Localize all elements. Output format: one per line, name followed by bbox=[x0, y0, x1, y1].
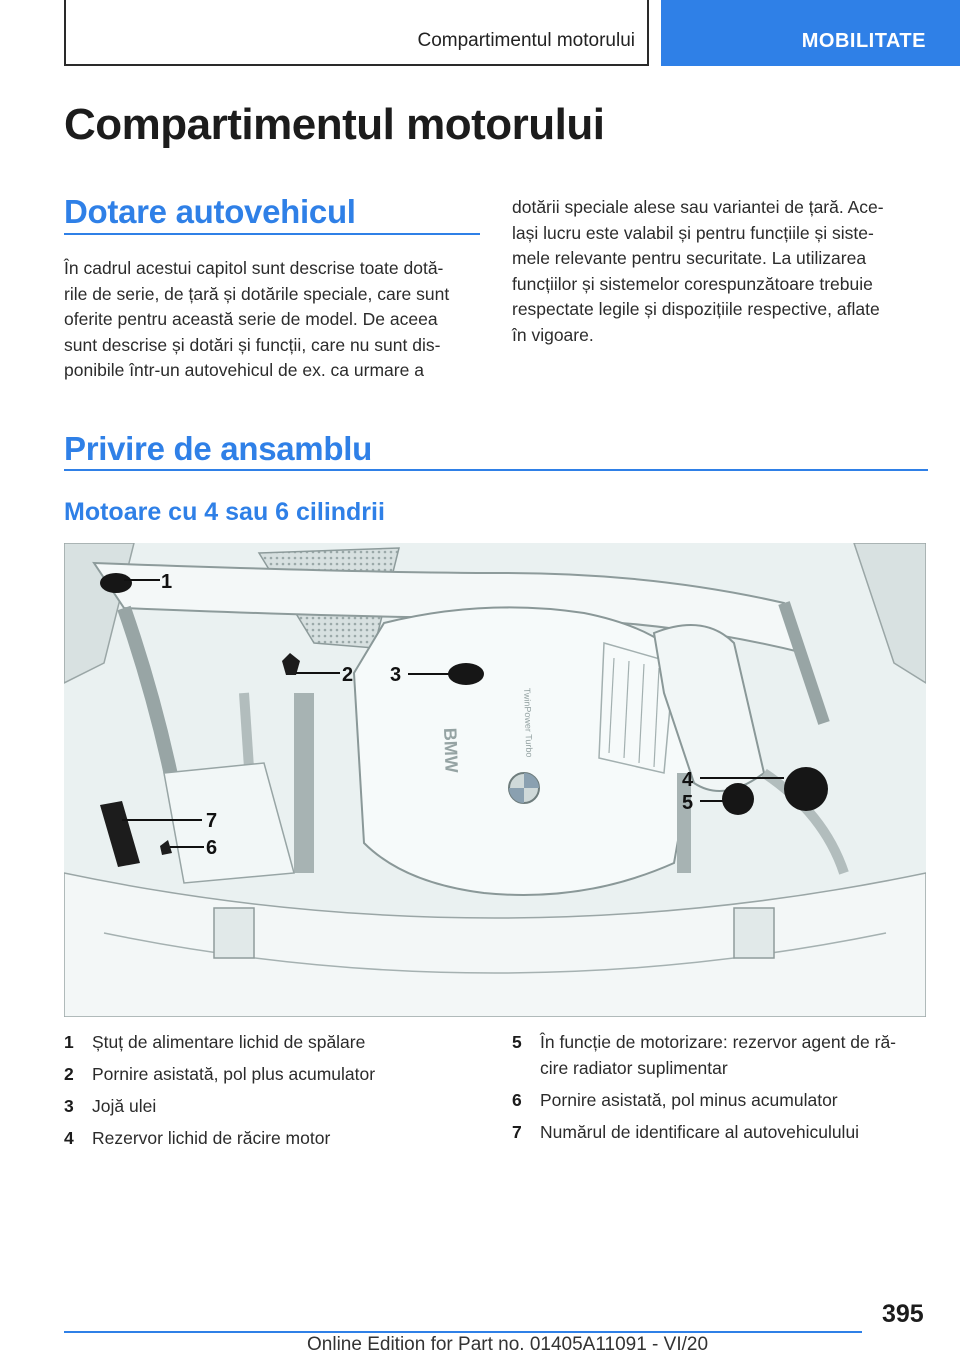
engine-model-text: TwinPower Turbo bbox=[522, 687, 535, 758]
legend-text-line: cire radiator suplimentar bbox=[540, 1057, 728, 1078]
engine-compartment-figure bbox=[64, 543, 926, 1017]
legend-text bbox=[92, 1126, 484, 1152]
paragraph-line: sunt descrise și dotări și funcții, care nu sunt dis‐ bbox=[64, 334, 441, 355]
header-section-title: Compartimentul motorului bbox=[417, 30, 635, 51]
legend-item bbox=[512, 1088, 932, 1114]
legend-number: 3 bbox=[64, 1096, 74, 1116]
legend-text-line: Jojă ulei bbox=[92, 1096, 157, 1116]
subheading-engines: Motoare cu 4 sau 6 cilindrii bbox=[64, 498, 385, 526]
paragraph-line: dotării speciale alese sau variantei de țară. Ace‐ bbox=[512, 197, 884, 217]
paragraph-line: oferite pentru această serie de model. De aceea bbox=[64, 309, 438, 329]
footer-edition-link[interactable]: Online Edition for Part no. 01405A11091 - VI/20 bbox=[307, 1334, 709, 1355]
legend-text bbox=[540, 1120, 932, 1146]
callout-4: 4 bbox=[682, 769, 694, 791]
paragraph-line: ponibile într-un autovehicul de ex. ca urmare a bbox=[64, 360, 424, 380]
engine-logo-text: BMW bbox=[440, 727, 462, 774]
callout-2: 2 bbox=[342, 664, 354, 686]
page-header bbox=[0, 0, 960, 66]
legend-item bbox=[64, 1094, 484, 1120]
legend-number: 1 bbox=[64, 1032, 74, 1052]
legend-item bbox=[64, 1126, 484, 1152]
legend-item bbox=[64, 1030, 484, 1056]
paragraph-line: în vigoare. bbox=[512, 324, 594, 345]
legend-text-line: Rezervor lichid de răcire motor bbox=[92, 1128, 331, 1148]
legend-number: 2 bbox=[64, 1064, 74, 1084]
paragraph-line: mele relevante pentru securitate. La utilizarea bbox=[512, 248, 867, 268]
header-section-box bbox=[64, 0, 649, 66]
header-chapter-title: MOBILITATE bbox=[801, 30, 926, 52]
footer-rule bbox=[64, 1331, 862, 1333]
legend-item bbox=[512, 1120, 932, 1146]
equipment-paragraph-left bbox=[64, 256, 449, 384]
legend-text-line: Pornire asistată, pol plus acumulator bbox=[92, 1064, 376, 1084]
callout-5: 5 bbox=[682, 792, 694, 814]
page-number: 395 bbox=[882, 1300, 924, 1328]
paragraph-line: În cadrul acestui capitol sunt descrise toate dotă‐ bbox=[64, 258, 444, 278]
callout-7: 7 bbox=[206, 810, 218, 832]
figure-legend-left bbox=[64, 1030, 484, 1158]
page-title: Compartimentul motorului bbox=[64, 100, 605, 149]
section-heading-equipment: Dotare autovehicul bbox=[64, 193, 356, 230]
legend-text-line: În funcție de motorizare: rezervor agent de ră‐ bbox=[540, 1032, 897, 1052]
paragraph-line: funcțiilor și sistemelor corespunzătoare trebuie bbox=[512, 273, 873, 294]
header-chapter-tab bbox=[661, 0, 960, 66]
legend-number: 6 bbox=[512, 1089, 522, 1110]
figure-legend-right bbox=[512, 1030, 932, 1152]
engine-illustration bbox=[64, 543, 926, 1017]
legend-text bbox=[92, 1094, 484, 1120]
legend-item bbox=[64, 1062, 484, 1088]
legend-text bbox=[540, 1088, 932, 1114]
legend-number: 4 bbox=[64, 1128, 74, 1148]
section-rule-equipment bbox=[64, 233, 480, 235]
legend-number: 7 bbox=[512, 1121, 522, 1142]
callout-6: 6 bbox=[206, 837, 218, 859]
legend-text bbox=[92, 1030, 484, 1056]
legend-text-line: Numărul de identificare al autovehiculului bbox=[540, 1121, 860, 1142]
legend-number: 5 bbox=[512, 1032, 522, 1052]
legend-text bbox=[540, 1030, 932, 1081]
paragraph-line: rile de serie, de țară și dotările speciale, care sunt bbox=[64, 283, 450, 304]
section-rule-overview bbox=[64, 469, 928, 471]
paragraph-line: lași lucru este valabil și pentru funcțiile și siste‐ bbox=[512, 222, 874, 243]
paragraph-line: respectate legile și dispozițiile respective, aflate bbox=[512, 299, 880, 319]
callout-3: 3 bbox=[390, 664, 402, 686]
equipment-paragraph-right bbox=[512, 195, 884, 348]
section-heading-overview: Privire de ansamblu bbox=[64, 430, 372, 467]
callout-1: 1 bbox=[161, 571, 173, 593]
legend-item bbox=[512, 1030, 932, 1081]
legend-text-line: Ștuț de alimentare lichid de spălare bbox=[92, 1032, 366, 1052]
legend-text bbox=[92, 1062, 484, 1088]
legend-text-line: Pornire asistată, pol minus acumulator bbox=[540, 1089, 838, 1110]
